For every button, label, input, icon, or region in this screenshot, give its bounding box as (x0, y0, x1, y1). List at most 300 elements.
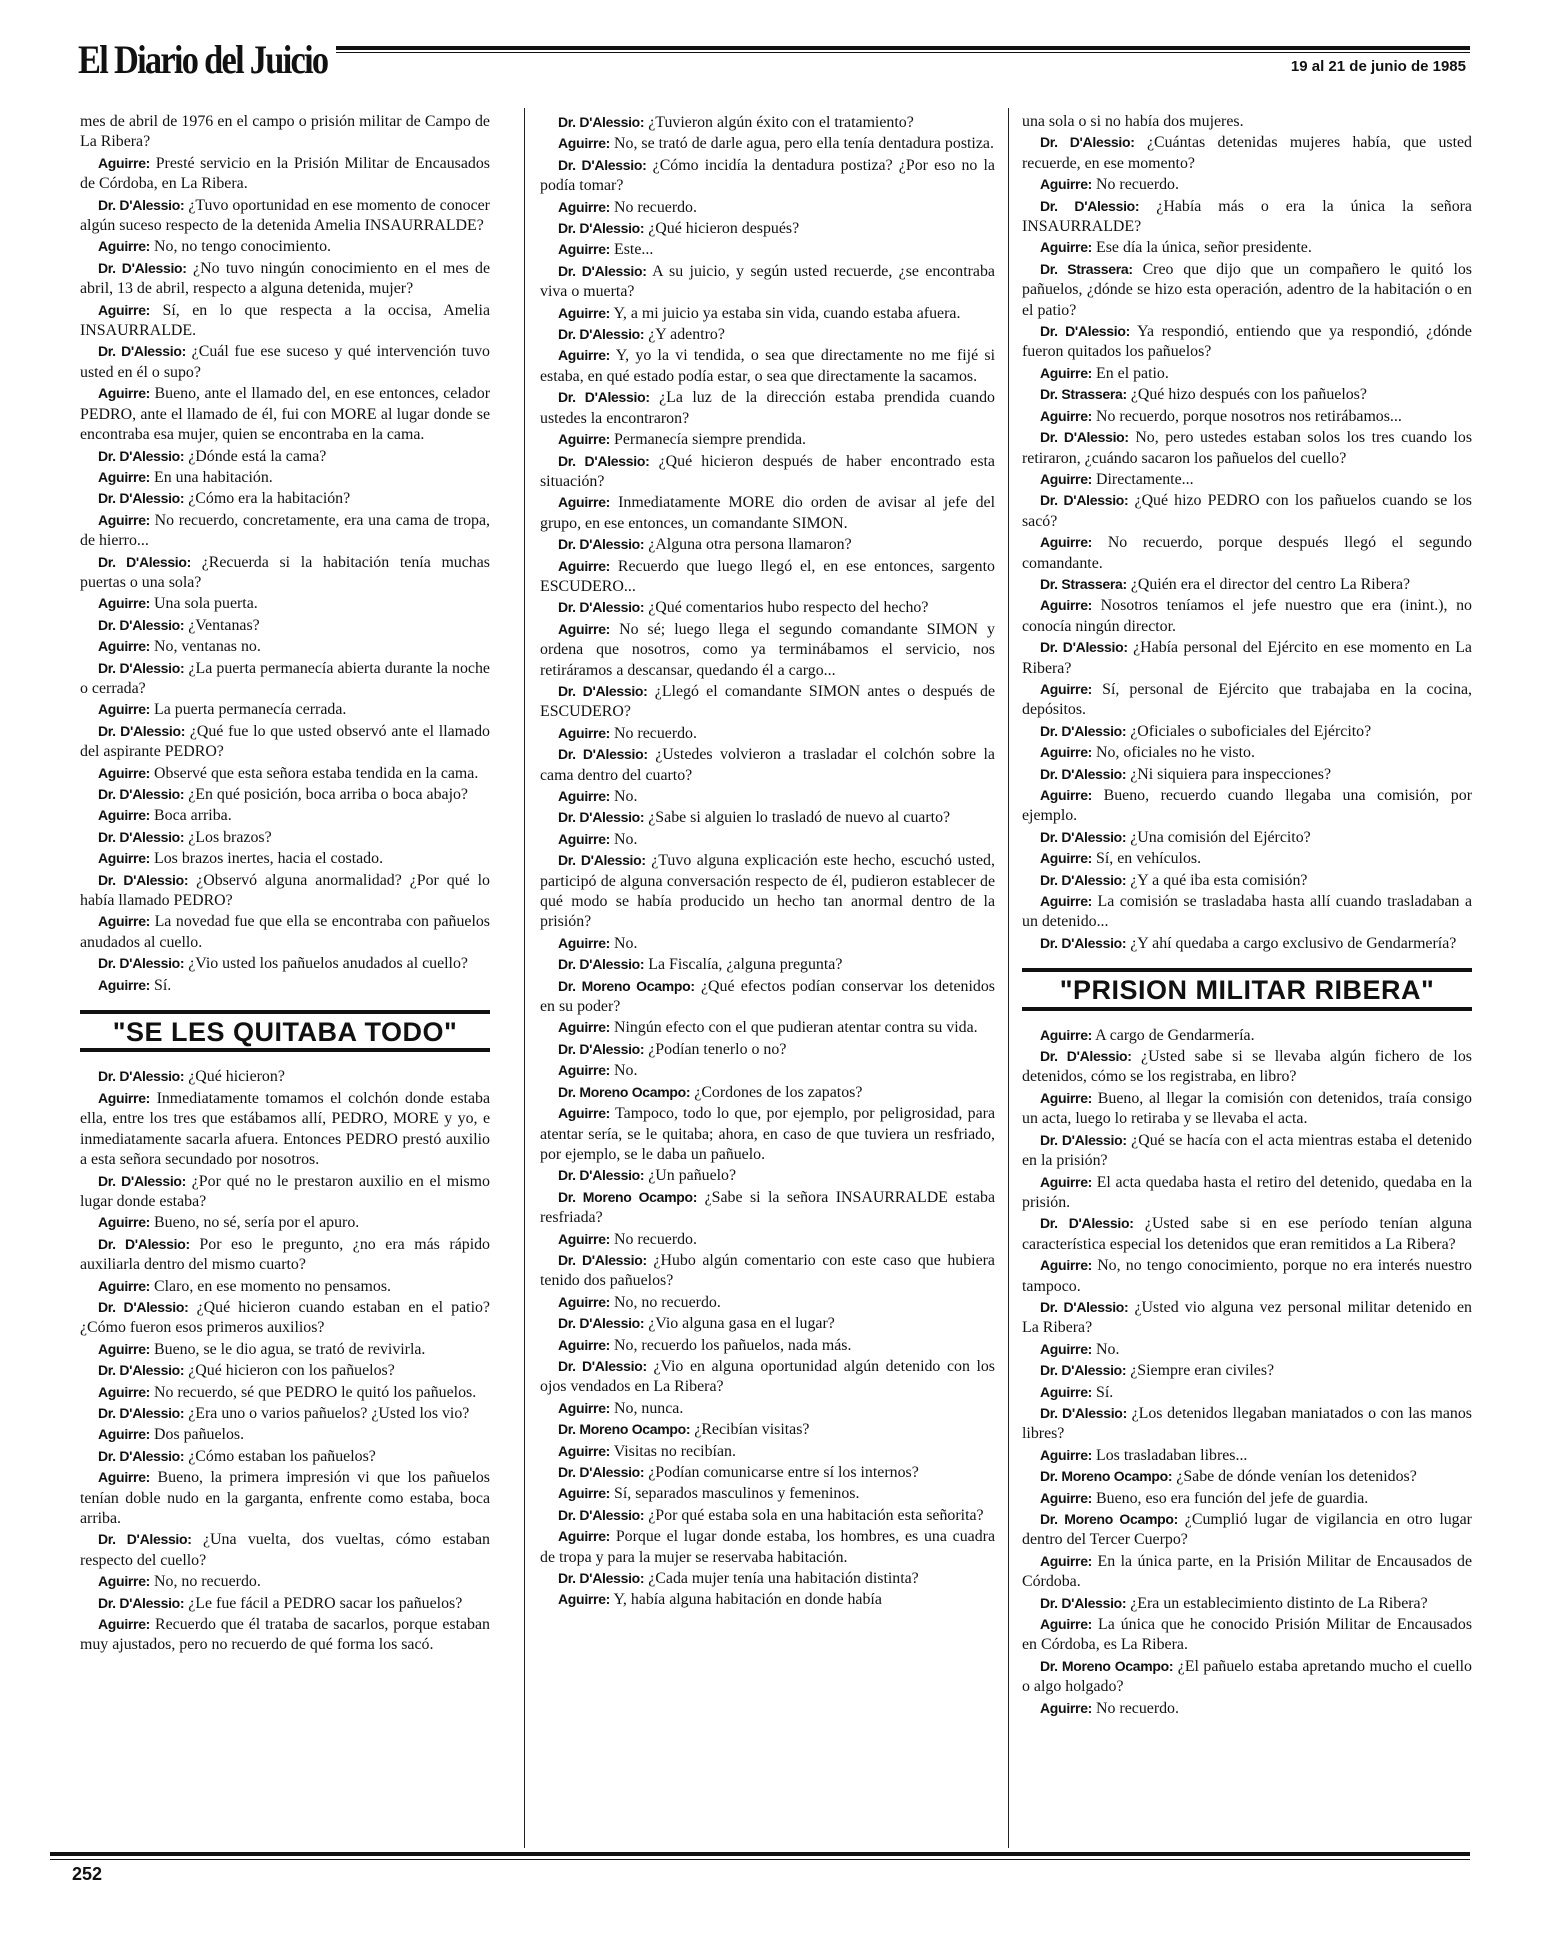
speaker-label: Aguirre: (98, 1383, 151, 1400)
continued-text: mes de abril de 1976 en el campo o prisión militar de Campo de La Ribera? (80, 113, 490, 151)
transcript-line (1022, 1297, 1472, 1339)
speech-text: ¿Sabe si alguien lo trasladó de nuevo al cuarto? (644, 809, 951, 827)
speech-text: Permanecía siempre prendida. (610, 431, 806, 449)
transcript-line (80, 805, 490, 826)
speaker-label: Dr. Strassera: (1040, 575, 1127, 592)
speech-text: ¿Sabe si la señora INSAURRALDE estaba resfriada? (540, 1188, 995, 1227)
speaker-label: Dr. Moreno Ocampo: (558, 1421, 691, 1438)
speech-text: ¿Dónde está la cama? (184, 447, 327, 465)
speech-text: Nosotros teníamos el jefe nuestro que era (inint.), no conocía ningún director. (1022, 597, 1472, 635)
speaker-label: Dr. D'Alessio: (558, 1506, 645, 1523)
speech-text: ¿Usted sabe si en ese período tenían alguna característica especial los detenidos que eran remitidos a La Ribera? (1022, 1215, 1472, 1253)
transcript-line (80, 911, 490, 953)
speech-text: ¿Observó alguna anormalidad? ¿Por qué lo había llamado PEDRO? (80, 871, 490, 910)
speaker-label: Dr. D'Alessio: (98, 1447, 185, 1464)
masthead-rule-thin (336, 52, 1470, 53)
speech-text: No sé; luego llega el segundo comandante SIMON y ordena que nosotros, como ya terminábamos el servicio, nos retiráramos a descansar, quedando él a cargo... (540, 620, 995, 679)
transcript-line (540, 1356, 995, 1398)
speaker-label: Dr. D'Alessio: (558, 1570, 645, 1587)
newspaper-logo: El Diario del Juicio (78, 37, 328, 82)
column-divider (524, 108, 525, 1848)
speech-text: ¿Siempre eran civiles? (1126, 1362, 1275, 1380)
speaker-label: Dr. D'Alessio: (558, 452, 650, 469)
speaker-label: Dr. D'Alessio: (1040, 1404, 1127, 1421)
speaker-label: Dr. D'Alessio: (98, 259, 187, 276)
speaker-label: Dr. Moreno Ocampo: (1040, 1511, 1178, 1527)
speaker-label: Aguirre: (1040, 787, 1093, 803)
speech-text: Tampoco, todo lo que, por ejemplo, por peligrosidad, para atentar sería, se le quitaba; ahora, en caso de que tuviera un resfriado, por ejemplo, se le daba un pañuelo. (540, 1105, 995, 1163)
transcript-line (1022, 848, 1472, 869)
transcript-line (1022, 384, 1472, 405)
speaker-label: Dr. D'Alessio: (558, 1251, 647, 1268)
transcript-line (1022, 595, 1472, 637)
speech-text: Los trasladaban libres... (1092, 1446, 1248, 1464)
speaker-label: Dr. D'Alessio: (558, 1357, 647, 1374)
speech-text: Y, había alguna habitación en donde había (610, 1591, 882, 1609)
transcript-line (80, 636, 490, 657)
transcript-line (80, 1276, 490, 1297)
speaker-label: Dr. D'Alessio: (1040, 828, 1127, 845)
speaker-label: Aguirre: (98, 638, 151, 655)
speech-text: En una habitación. (150, 468, 273, 486)
page-number: 252 (72, 1864, 103, 1884)
speaker-label: Dr. Strassera: (1040, 386, 1127, 403)
speaker-label: Dr. D'Alessio: (558, 852, 646, 869)
transcript-line (1022, 1593, 1472, 1614)
speaker-label: Aguirre: (1040, 1699, 1093, 1716)
speech-text: La comisión se trasladaba hasta allí cuando trasladaban a un detenido... (1022, 893, 1472, 931)
transcript-line (1022, 679, 1472, 721)
speech-text: ¿Qué fue lo que usted observó ante el llamado del aspirante PEDRO? (80, 722, 490, 761)
transcript-line (540, 1103, 995, 1165)
transcript-line (540, 744, 995, 786)
speaker-label: Dr. D'Alessio: (98, 1531, 192, 1548)
speaker-label: Dr. Strassera: (1040, 260, 1133, 277)
speech-text: Bueno, ante el llamado del, en ese entonces, celador PEDRO, ante el llamado de él, fui con MORE al lugar donde se encontraba esa mujer, quien se encontraba en la cama. (80, 385, 490, 444)
transcript-line (1022, 1656, 1472, 1698)
transcript-line (1022, 1403, 1472, 1445)
speech-text: Y, yo la vi tendida, o sea que directamente no me fijé si estaba, en qué estado podía estar, o sea que directamente la sacamos. (540, 347, 995, 385)
speaker-label: Aguirre: (1040, 1616, 1093, 1633)
transcript-line (540, 1335, 995, 1356)
transcript-line (540, 619, 995, 681)
speaker-label: Aguirre: (558, 198, 611, 215)
speech-text: ¿Le fue fácil a PEDRO sacar los pañuelos? (184, 1594, 463, 1612)
speaker-label: Aguirre: (558, 494, 611, 511)
transcript-line (80, 615, 490, 636)
speech-text: ¿Qué comentarios hubo respecto del hecho? (644, 599, 929, 617)
speech-text: No recuerdo. (610, 1230, 697, 1248)
speaker-label: Dr. D'Alessio: (98, 447, 185, 464)
speaker-label: Dr. D'Alessio: (558, 956, 645, 973)
transcript-line (80, 195, 490, 237)
speaker-label: Dr. D'Alessio: (1040, 323, 1130, 340)
speech-text: ¿Qué hicieron después? (644, 220, 800, 238)
speaker-label: Aguirre: (558, 1105, 611, 1122)
transcript-line (1022, 742, 1472, 763)
transcript-line (1022, 196, 1472, 238)
speaker-label: Aguirre: (558, 347, 611, 364)
transcript-line (80, 510, 490, 552)
speaker-label: Dr. Moreno Ocampo: (558, 1188, 698, 1205)
speaker-label: Aguirre: (1040, 1489, 1093, 1506)
speaker-label: Dr. D'Alessio: (1040, 197, 1140, 214)
transcript-line (540, 1187, 995, 1229)
speech-text: A su juicio, y según usted recuerde, ¿se encontraba viva o muerta? (540, 262, 995, 301)
transcript-line (1022, 132, 1472, 174)
speaker-label: Dr. D'Alessio: (558, 326, 645, 343)
speaker-label: Dr. D'Alessio: (558, 262, 647, 279)
speaker-label: Aguirre: (98, 301, 151, 318)
transcript-line (80, 658, 490, 700)
transcript-line (1022, 259, 1472, 321)
transcript-line (1022, 574, 1472, 595)
transcript-line (1022, 1551, 1472, 1593)
speaker-label: Aguirre: (98, 850, 151, 867)
speaker-label: Aguirre: (1040, 1026, 1093, 1043)
speaker-label: Aguirre: (98, 1573, 151, 1590)
transcript-line (540, 261, 995, 303)
transcript-line (540, 1398, 995, 1419)
transcript-line (80, 1212, 490, 1233)
transcript-line (80, 1529, 490, 1571)
transcript-line (80, 488, 490, 509)
speaker-label: Dr. D'Alessio: (1040, 1362, 1127, 1379)
speaker-label: Aguirre: (98, 154, 151, 171)
transcript-line (540, 534, 995, 555)
speech-text: A cargo de Gendarmería. (1092, 1026, 1255, 1044)
transcript-line (1022, 1213, 1472, 1255)
speech-text: ¿Sabe de dónde venían los detenidos? (1172, 1468, 1417, 1486)
section-heading: "PRISION MILITAR RIBERA" (1022, 968, 1472, 1010)
speech-text: ¿Podían comunicarse entre sí los internos? (644, 1464, 919, 1481)
footer-rule-thin (50, 1859, 1470, 1860)
speaker-label: Dr. D'Alessio: (558, 1040, 645, 1057)
transcript-line (540, 1082, 995, 1103)
speech-text: Inmediatamente tomamos el colchón donde estaba ella, entre los tres que estábamos allí, PEDRO, MORE y yo, e inmediatamente sacarla afuera. Entonces PEDRO prestó auxilio a esta señora secundado por nosotros. (80, 1089, 490, 1169)
speaker-label: Aguirre: (1040, 239, 1093, 256)
transcript-line (540, 829, 995, 850)
transcript-line (80, 763, 490, 784)
speech-text: ¿Qué hicieron después de haber encontrado esta situación? (540, 452, 995, 490)
speech-text: ¿Qué efectos podían conservar los detenidos en su poder? (540, 977, 995, 1016)
speech-text: Este... (610, 241, 654, 259)
speech-text: ¿Recuerda si la habitación tenía muchas puertas o una sola? (80, 553, 490, 591)
speaker-label: Dr. D'Alessio: (98, 1235, 190, 1252)
speaker-label: Dr. D'Alessio: (98, 343, 186, 360)
continued-text: una sola o si no había dos mujeres. (1022, 113, 1244, 130)
speech-text: ¿Los brazos? (184, 828, 272, 846)
transcript-line (540, 1250, 995, 1292)
speech-text: No, no recuerdo. (610, 1293, 721, 1311)
speech-text: Sí, personal de Ejército que trabajaba en la cocina, depósitos. (1022, 680, 1472, 719)
transcript-line (1022, 637, 1472, 679)
transcript-line (80, 784, 490, 805)
speaker-label: Dr. D'Alessio: (98, 490, 185, 507)
speech-text: Ningún efecto con el que pudieran atentar contra su vida. (610, 1019, 978, 1037)
speech-text: Bueno, recuerdo cuando llegaba una comisión, por ejemplo. (1022, 787, 1472, 825)
transcript-line (1022, 237, 1472, 258)
speaker-label: Dr. D'Alessio: (1040, 1298, 1129, 1315)
speaker-label: Dr. D'Alessio: (1040, 1048, 1132, 1065)
speaker-label: Aguirre: (98, 1214, 151, 1231)
transcript-line (1022, 363, 1472, 384)
speech-text: Bueno, se le dio agua, se trató de revivirla. (150, 1340, 426, 1358)
speech-text: ¿Una comisión del Ejército? (1126, 828, 1311, 846)
speaker-label: Dr. Moreno Ocampo: (558, 977, 695, 994)
speech-text: ¿Qué hicieron cuando estaban en el patio? ¿Cómo fueron esos primeros auxilios? (80, 1298, 490, 1337)
transcript-line (80, 975, 490, 996)
speaker-label: Dr. D'Alessio: (98, 786, 185, 802)
transcript-line (1022, 1698, 1472, 1719)
transcript-line (80, 341, 490, 383)
transcript-line (540, 155, 995, 197)
speech-text: ¿Había personal del Ejército en ese momento en La Ribera? (1022, 639, 1472, 677)
transcript-line (1022, 1445, 1472, 1466)
speech-text: Sí, en lo que respecta a la occisa, Amelia INSAURRALDE. (80, 301, 490, 340)
speech-text: Sí. (1092, 1383, 1114, 1401)
transcript-line (540, 1292, 995, 1313)
transcript-line (540, 954, 995, 975)
speech-text: ¿Qué hicieron con los pañuelos? (184, 1362, 395, 1380)
speech-text: No, oficiales no he visto. (1092, 744, 1255, 762)
speaker-label: Dr. D'Alessio: (98, 1068, 185, 1085)
speech-text: ¿Tuvo alguna explicación este hecho, escuchó usted, participó de alguna conversación respecto de él, pudieron establecer de qué modo se había producido un hecho tan anormal dentro de la prisión? (540, 852, 995, 931)
speech-text: Bueno, al llegar la comisión con detenidos, traía consigo un acta, luego lo retiraba y se llevaba el acta. (1022, 1089, 1472, 1128)
speaker-label: Aguirre: (1040, 850, 1093, 867)
speaker-label: Aguirre: (98, 701, 151, 718)
speaker-label: Dr. D'Alessio: (98, 1362, 185, 1379)
speaker-label: Aguirre: (558, 1591, 611, 1608)
speaker-label: Dr. D'Alessio: (558, 809, 645, 826)
transcript-line (540, 112, 995, 133)
speaker-label: Aguirre: (98, 1426, 151, 1443)
column-divider (1008, 108, 1009, 1848)
transcript-line (80, 300, 490, 342)
speaker-label: Aguirre: (558, 830, 611, 847)
speaker-label: Dr. D'Alessio: (1040, 134, 1135, 151)
speech-text: ¿Vio usted los pañuelos anudados al cuello? (184, 955, 468, 973)
speech-text: ¿Cumplió lugar de vigilancia en otro lugar dentro del Tercer Cuerpo? (1022, 1511, 1472, 1549)
speaker-label: Aguirre: (558, 788, 611, 804)
transcript-line (1022, 1509, 1472, 1551)
transcript-line (80, 467, 490, 488)
transcript-line (80, 870, 490, 912)
speaker-label: Aguirre: (558, 1230, 611, 1247)
transcript-line (80, 848, 490, 869)
speech-text: ¿Cada mujer tenía una habitación distinta? (644, 1570, 919, 1588)
speaker-label: Aguirre: (98, 1089, 151, 1106)
speaker-label: Aguirre: (98, 807, 151, 824)
speaker-label: Dr. D'Alessio: (1040, 765, 1127, 782)
transcript-line (540, 1039, 995, 1060)
speaker-label: Aguirre: (1040, 1552, 1093, 1569)
masthead (78, 34, 1470, 86)
speaker-label: Aguirre: (1040, 364, 1093, 381)
transcript-line (1022, 764, 1472, 785)
speech-text: ¿Un pañuelo? (644, 1167, 737, 1185)
transcript-line (540, 451, 995, 493)
speech-text: ¿Tuvo oportunidad en ese momento de conocer algún suceso respecto de la detenida Amelia INSAURRALDE? (80, 196, 490, 235)
speaker-label: Dr. D'Alessio: (98, 1594, 185, 1611)
speaker-label: Aguirre: (1040, 176, 1093, 193)
transcript-line (80, 552, 490, 594)
speaker-label: Aguirre: (558, 304, 611, 321)
speaker-label: Dr. D'Alessio: (98, 871, 189, 888)
speech-text: ¿Y ahí quedaba a cargo exclusivo de Gendarmería? (1126, 934, 1457, 952)
speech-text: No, ventanas no. (150, 638, 261, 656)
speaker-label: Dr. D'Alessio: (98, 616, 185, 633)
transcript-line (1022, 891, 1472, 933)
transcript-line (80, 1171, 490, 1213)
speech-text: No recuerdo, sé que PEDRO le quitó los pañuelos. (150, 1383, 477, 1401)
transcript-line (80, 1339, 490, 1360)
speaker-label: Aguirre: (1040, 1173, 1093, 1190)
speech-text: No recuerdo. (610, 724, 697, 742)
speaker-label: Dr. D'Alessio: (558, 1464, 645, 1480)
transcript-line (1022, 406, 1472, 427)
transcript-line (540, 1165, 995, 1186)
speech-text: ¿Quién era el director del centro La Ribera? (1126, 575, 1411, 593)
speech-text: No. (1092, 1340, 1120, 1358)
speech-text: ¿Usted sabe si se llevaba algún fichero de los detenidos, cómo se los registraba, en libro? (1022, 1048, 1472, 1086)
transcript-line (80, 699, 490, 720)
speech-text: No, nunca. (610, 1399, 684, 1417)
speaker-label: Dr. D'Alessio: (558, 1315, 645, 1332)
speaker-label: Aguirre: (98, 913, 151, 930)
transcript-line (540, 786, 995, 807)
speech-text: ¿Y adentro? (644, 326, 725, 344)
speaker-label: Dr. D'Alessio: (1040, 722, 1127, 739)
issue-date: 19 al 21 de junio de 1985 (1290, 58, 1466, 75)
speech-text: La Fiscalía, ¿alguna pregunta? (644, 956, 843, 974)
speaker-label: Dr. D'Alessio: (1040, 1131, 1127, 1148)
speech-text: ¿Qué hicieron? (184, 1068, 285, 1086)
speaker-label: Aguirre: (98, 1340, 151, 1357)
speech-text: La única que he conocido Prisión Militar de Encausados en Córdoba, es La Ribera. (1022, 1616, 1472, 1654)
speech-text: No, pero ustedes estaban solos los tres cuando los retiraron, ¿cuándo sacaron los pañuelos del cuello? (1022, 429, 1472, 467)
transcript-line (1022, 321, 1472, 363)
column-3 (1022, 112, 1472, 1719)
speech-text: En la única parte, en la Prisión Militar de Encausados de Córdoba. (1022, 1552, 1472, 1591)
transcript-line (1022, 490, 1472, 532)
transcript-line (80, 1467, 490, 1529)
transcript-line (540, 303, 995, 324)
footer-rule (50, 1852, 1470, 1856)
speaker-label: Dr. D'Alessio: (98, 1404, 185, 1421)
speaker-label: Dr. D'Alessio: (98, 828, 185, 845)
speech-text: ¿En qué posición, boca arriba o boca abajo? (184, 786, 468, 803)
speaker-label: Aguirre: (1040, 407, 1093, 424)
transcript-line (80, 1382, 490, 1403)
speaker-label: Aguirre: (1040, 680, 1093, 697)
transcript-line (80, 258, 490, 300)
speaker-label: Aguirre: (98, 468, 151, 485)
speaker-label: Dr. D'Alessio: (558, 599, 645, 616)
transcript-line (540, 850, 995, 933)
speech-text: Sí, separados masculinos y femeninos. (610, 1485, 860, 1503)
speaker-label: Dr. D'Alessio: (98, 659, 185, 676)
speech-text: La novedad fue que ella se encontraba con pañuelos anudados al cuello. (80, 913, 490, 951)
transcript-line (80, 1571, 490, 1592)
speaker-label: Dr. D'Alessio: (1040, 1594, 1127, 1611)
speaker-label: Aguirre: (1040, 893, 1093, 910)
section-heading: "SE LES QUITABA TODO" (80, 1010, 490, 1052)
speech-text: ¿Cuál fue ese suceso y qué intervención tuvo usted en él o supo? (80, 343, 490, 381)
speaker-label: Aguirre: (98, 595, 151, 612)
speech-text: Observé que esta señora estaba tendida en la cama. (150, 764, 479, 782)
speech-text: La puerta permanecía cerrada. (150, 701, 347, 719)
speech-text: No recuerdo. (1092, 1699, 1179, 1717)
speech-text: Ya respondió, entiendo que ya respondió, ¿dónde fueron quitados los pañuelos? (1022, 323, 1472, 361)
speaker-label: Aguirre: (98, 238, 151, 255)
speech-text: Visitas no recibían. (610, 1442, 736, 1460)
transcript-line (1022, 1255, 1472, 1297)
speech-text: No. (610, 830, 638, 848)
speech-text: ¿Era un establecimiento distinto de La Ribera? (1126, 1594, 1428, 1612)
speaker-label: Aguirre: (558, 620, 611, 637)
transcript-line (540, 1060, 995, 1081)
speech-text: Una sola puerta. (150, 595, 258, 613)
column-2 (540, 112, 995, 1611)
speech-text: ¿Cuántas detenidas mujeres había, que usted recuerde, en ese momento? (1022, 134, 1472, 172)
transcript-line (80, 236, 490, 257)
transcript-line (540, 1505, 995, 1526)
speech-text: Y, a mi juicio ya estaba sin vida, cuando estaba afuera. (610, 304, 961, 322)
speech-text: ¿La luz de la dirección estaba prendida cuando ustedes la encontraron? (540, 389, 995, 427)
speech-text: ¿Ventanas? (184, 616, 260, 634)
transcript-line (1022, 933, 1472, 954)
speech-text: ¿Cómo estaban los pañuelos? (184, 1447, 376, 1465)
transcript-line (540, 1441, 995, 1462)
speaker-label: Dr. D'Alessio: (558, 1167, 645, 1184)
transcript-line (80, 1614, 490, 1656)
speaker-label: Aguirre: (98, 1277, 151, 1294)
speaker-label: Dr. D'Alessio: (98, 1172, 187, 1189)
transcript-line (80, 1403, 490, 1424)
speech-text: ¿Por qué estaba sola en una habitación esta señorita? (644, 1506, 984, 1524)
transcript-line (80, 1088, 490, 1171)
speech-text: Claro, en ese momento no pensamos. (150, 1277, 392, 1295)
transcript-line (1022, 870, 1472, 891)
transcript-line (1022, 1382, 1472, 1403)
speech-text: Boca arriba. (150, 807, 232, 825)
speaker-label: Dr. D'Alessio: (558, 389, 650, 406)
transcript-line (1022, 427, 1472, 469)
transcript-line (1022, 1339, 1472, 1360)
transcript-line (1022, 1046, 1472, 1088)
transcript-line (80, 1297, 490, 1339)
transcript-line (540, 492, 995, 534)
speaker-label: Aguirre: (558, 1293, 611, 1310)
speaker-label: Dr. D'Alessio: (1040, 1215, 1134, 1232)
speaker-label: Dr. D'Alessio: (98, 553, 192, 570)
speaker-label: Dr. D'Alessio: (1040, 429, 1129, 446)
speech-text: No, recuerdo los pañuelos, nada más. (610, 1336, 852, 1354)
speech-text: ¿Vio alguna gasa en el lugar? (644, 1315, 835, 1333)
transcript-line (80, 1593, 490, 1614)
speaker-label: Dr. D'Alessio: (558, 156, 647, 173)
speech-text: No recuerdo, concretamente, era una cama de tropa, de hierro... (80, 511, 490, 550)
transcript-line (540, 976, 995, 1018)
speech-text: Presté servicio en la Prisión Militar de Encausados de Córdoba, en La Ribera. (80, 154, 490, 193)
transcript-line (540, 1017, 995, 1038)
speaker-label: Aguirre: (1040, 1383, 1093, 1400)
transcript-line (1022, 1488, 1472, 1509)
speaker-label: Aguirre: (558, 1062, 611, 1079)
transcript-line (80, 593, 490, 614)
transcript-line (80, 446, 490, 467)
